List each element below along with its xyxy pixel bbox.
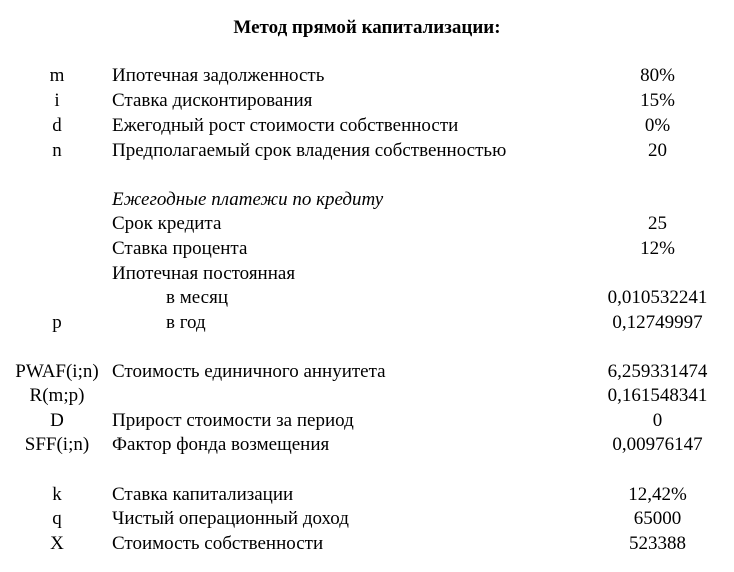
table-row	[0, 532, 734, 556]
row-value: 523388	[629, 533, 686, 554]
table-row	[0, 507, 734, 531]
table-row	[0, 409, 734, 433]
row-value: 0,00976147	[612, 434, 703, 455]
row-symbol: q	[52, 508, 62, 529]
row-label: Ставка капитализации	[112, 484, 294, 505]
row-label: в месяц	[166, 287, 228, 308]
row-value: 0%	[644, 115, 671, 136]
table-row	[0, 384, 734, 408]
table-row	[0, 64, 734, 88]
row-label: Предполагаемый срок владения собственностью	[112, 140, 507, 161]
row-label: Чистый операционный доход	[112, 508, 349, 529]
row-value: 0,12749997	[612, 312, 703, 333]
row-symbol: X	[50, 533, 64, 554]
row-label: Стоимость собственности	[112, 533, 324, 554]
row-value: 20	[648, 140, 667, 161]
row-symbol: m	[49, 65, 65, 86]
row-symbol: R(m;p)	[29, 385, 85, 406]
row-value: 6,259331474	[607, 361, 708, 382]
row-value: 65000	[633, 508, 682, 529]
row-symbol: D	[50, 410, 64, 431]
page-title: Метод прямой капитализации:	[233, 17, 501, 38]
row-label: Ставка дисконтирования	[112, 90, 313, 111]
row-symbol: SFF(i;n)	[24, 434, 90, 455]
row-value: 0,010532241	[607, 287, 708, 308]
table-row	[0, 433, 734, 457]
section-heading: Ежегодные платежи по кредиту	[112, 189, 384, 210]
row-symbol: n	[52, 140, 62, 161]
row-symbol: k	[52, 484, 62, 505]
table-row	[0, 311, 734, 335]
row-value: 15%	[640, 90, 675, 111]
row-value: 0,161548341	[607, 385, 708, 406]
table-row	[0, 483, 734, 507]
row-value: 25	[648, 213, 667, 234]
table-row	[0, 262, 734, 286]
row-label: Срок кредита	[112, 213, 222, 234]
row-label: Ипотечная постоянная	[112, 263, 296, 284]
row-label: в год	[166, 312, 206, 333]
row-label: Фактор фонда возмещения	[112, 434, 330, 455]
table-row	[0, 237, 734, 261]
row-label: Прирост стоимости за период	[112, 410, 354, 431]
row-symbol: d	[52, 115, 62, 136]
table-row	[0, 114, 734, 138]
row-symbol: i	[54, 90, 60, 111]
table-row	[0, 212, 734, 236]
table-row	[0, 139, 734, 163]
row-value: 0	[652, 410, 663, 431]
row-symbol: p	[52, 312, 62, 333]
row-value: 12%	[640, 238, 675, 259]
row-label: Стоимость единичного аннуитета	[112, 361, 386, 382]
row-label: Ипотечная задолженность	[112, 65, 325, 86]
row-label: Ежегодный рост стоимости собственности	[112, 115, 459, 136]
section-heading-row	[0, 188, 734, 212]
table-row	[0, 360, 734, 384]
row-symbol: PWAF(i;n)	[15, 361, 99, 382]
row-label: Ставка процента	[112, 238, 248, 259]
row-value: 12,42%	[628, 484, 687, 505]
table-row	[0, 89, 734, 113]
table-row	[0, 286, 734, 310]
row-value: 80%	[640, 65, 675, 86]
